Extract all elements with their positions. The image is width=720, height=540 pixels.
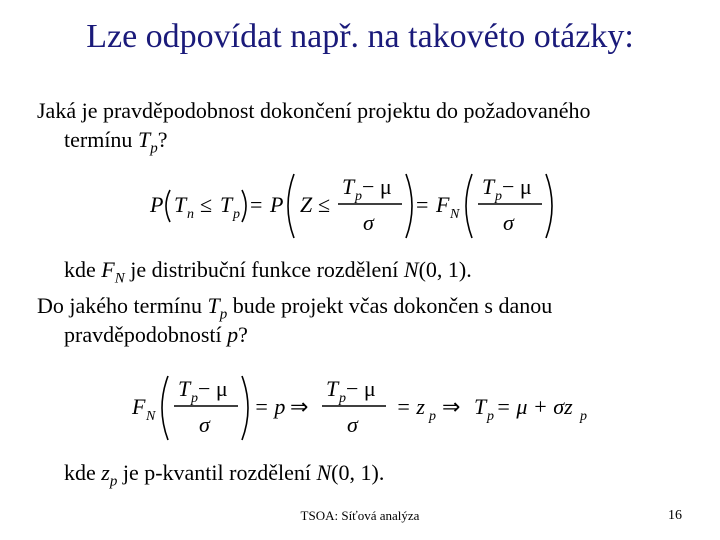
- svg-text:− μ: − μ: [502, 174, 532, 199]
- slide-title: Lze odpovídat např. na takovéto otázky:: [86, 18, 634, 55]
- svg-text:N: N: [146, 409, 156, 424]
- svg-text:p: p: [580, 409, 587, 424]
- question-2-line-2: pravděpodobností p?: [64, 322, 248, 347]
- formula-quantile: [130, 370, 600, 446]
- footer-text: TSOA: Síťová analýza: [300, 508, 420, 523]
- svg-text:T: T: [482, 174, 495, 199]
- formula-probability: [148, 168, 568, 244]
- question-1-line-2: termínu $T_p$?: [64, 127, 168, 157]
- svg-text:p: p: [487, 409, 494, 424]
- svg-text:⇒: ⇒: [442, 394, 461, 419]
- svg-text:≤: ≤: [318, 192, 331, 217]
- svg-text:p: p: [495, 189, 502, 204]
- svg-text:F: F: [132, 394, 146, 419]
- svg-text:T: T: [220, 192, 233, 217]
- svg-text:− μ: − μ: [346, 376, 376, 401]
- svg-text:σ: σ: [503, 210, 514, 235]
- note-quantile: kde $z_p$ je p-kvantil rozdělení N(0, 1).: [64, 460, 385, 490]
- svg-text:p: p: [191, 391, 198, 406]
- svg-text:T: T: [174, 192, 187, 217]
- svg-text:T: T: [178, 376, 191, 401]
- page-number: 16: [668, 508, 682, 523]
- svg-text:p: p: [355, 189, 362, 204]
- svg-text:n: n: [187, 207, 194, 222]
- svg-text:P: P: [270, 192, 284, 217]
- svg-text:T: T: [342, 174, 355, 199]
- svg-text:p: p: [339, 391, 346, 406]
- svg-text:− μ: − μ: [198, 376, 228, 401]
- svg-text:T: T: [326, 376, 339, 401]
- svg-text:=: =: [250, 192, 263, 217]
- svg-text:= μ + σz: = μ + σz: [496, 394, 573, 419]
- svg-text:Z: Z: [300, 192, 313, 217]
- svg-text:= z: = z: [396, 394, 425, 419]
- svg-text:T: T: [474, 394, 487, 419]
- svg-text:⇒: ⇒: [290, 394, 309, 419]
- svg-text:σ: σ: [199, 412, 210, 437]
- svg-text:− μ: − μ: [362, 174, 392, 199]
- svg-text:N: N: [450, 207, 460, 222]
- svg-text:F: F: [436, 192, 450, 217]
- svg-text:=: =: [416, 192, 429, 217]
- svg-text:p: p: [429, 409, 436, 424]
- svg-text:≤: ≤: [200, 192, 213, 217]
- question-2-line-1: Do jakého termínu $T_p$ bude projekt včas dokončen s danou: [37, 293, 553, 323]
- svg-text:= p: = p: [254, 394, 286, 419]
- svg-text:σ: σ: [363, 210, 374, 235]
- note-distribution-function: kde $F_N$ je distribuční funkce rozdělení N(0, 1).: [64, 257, 472, 287]
- question-1-line-1: Jaká je pravděpodobnost dokončení projektu do požadovaného: [37, 98, 591, 123]
- svg-text:p: p: [233, 207, 240, 222]
- svg-text:P: P: [150, 192, 164, 217]
- svg-text:σ: σ: [347, 412, 358, 437]
